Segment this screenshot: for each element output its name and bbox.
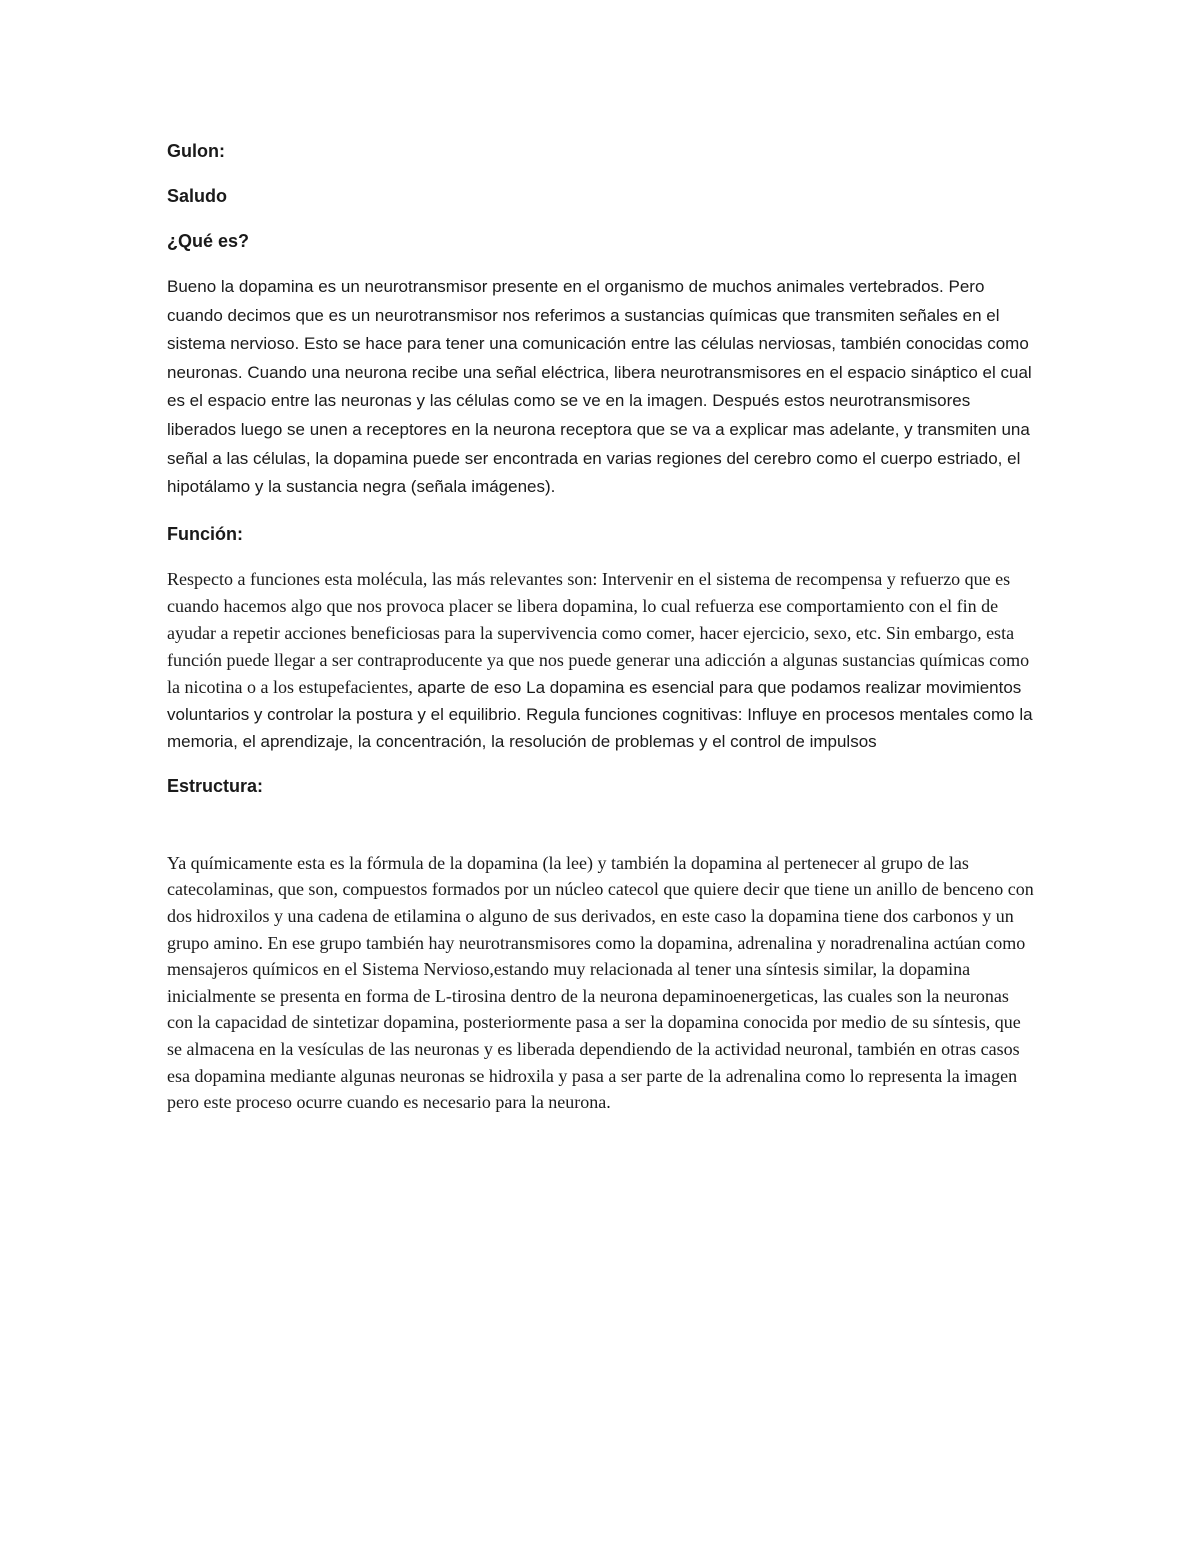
heading-saludo: Saludo	[167, 186, 228, 206]
paragraph-funcion-serif-part: Respecto a funciones esta molécula, las más relevantes son: Intervenir en el sistema de recompensa y refuerzo que es cuando hacemos algo que nos provoca placer se libera dopamina, lo cual refuerza ese comportamiento con el fin de ayudar a repetir acciones beneficiosas para la supervivencia como comer, hacer ejercicio, sexo, etc. Sin embargo, esta función puede llegar a ser contraproducente ya que nos puede generar una adicción a algunas sustancias químicas como la nicotina o a los estupefacientes,	[167, 568, 1030, 697]
heading-estructura: Estructura:	[167, 775, 264, 796]
document-page	[167, 138, 1037, 1116]
heading-funcion: Función:	[167, 523, 243, 544]
paragraph-estructura: Ya químicamente esta es la fórmula de la dopamina (la lee) y también la dopamina al pertenecer al grupo de las catecolaminas, que son, compuestos formados por un núcleo catecol que quiere decir que tiene un anillo de benceno con dos hidroxilos y una cadena de etilamina o alguno de sus derivados, en este caso la dopamina tiene dos carbonos y un grupo amino. En ese grupo también hay neurotransmisores como la dopamina, adrenalina y noradrenalina actúan como mensajeros químicos en el Sistema Nervioso,estando muy relacionada al tener una síntesis similar, la dopamina inicialmente se presenta en forma de L-tirosina dentro de la neurona depaminoenergeticas, las cuales son la neuronas con la capacidad de sintetizar dopamina, posteriormente pasa a ser la dopamina conocida por medio de su síntesis, que se almacena en la vesículas de las neuronas y es liberada dependiendo de la actividad neuronal, también en otras casos esa dopamina mediante algunas neuronas se hidroxila y pasa a ser parte de la adrenalina como lo representa la imagen pero este proceso ocurre cuando es necesario para la neurona.	[167, 852, 1034, 1113]
heading-que-es: ¿Qué es?	[167, 231, 250, 251]
spacer	[167, 818, 1037, 850]
paragraph-que-es: Bueno la dopamina es un neurotransmisor presente en el organismo de muchos animales vertebrados. Pero cuando decimos que es un neurotransmisor nos referimos a sustancias químicas que transmiten señales en el sistema nervioso. Esto se hace para tener una comunicación entre las células nerviosas, también conocidas como neuronas. Cuando una neurona recibe una señal eléctrica, libera neurotransmisores en el espacio sináptico el cual es el espacio entre las neuronas y las células como se ve en la imagen. Después estos neurotransmisores liberados luego se unen a receptores en la neurona receptora que se va a explicar mas adelante, y transmiten una señal a las células, la dopamina puede ser encontrada en varias regiones del cerebro como el cuerpo estriado, el hipotálamo y la sustancia negra (señala imágenes).	[167, 277, 1032, 497]
paragraph-funcion-sans-part: aparte de eso La dopamina es esencial para que podamos realizar movimientos voluntarios y controlar la postura y el equilibrio. Regula funciones cognitivas: Influye en procesos mentales como la memoria, el aprendizaje, la concentración, la resolución de problemas y el control de impulsos	[167, 677, 1033, 751]
heading-gulon: Gulon:	[167, 141, 225, 161]
paragraph-funcion	[167, 566, 1037, 755]
